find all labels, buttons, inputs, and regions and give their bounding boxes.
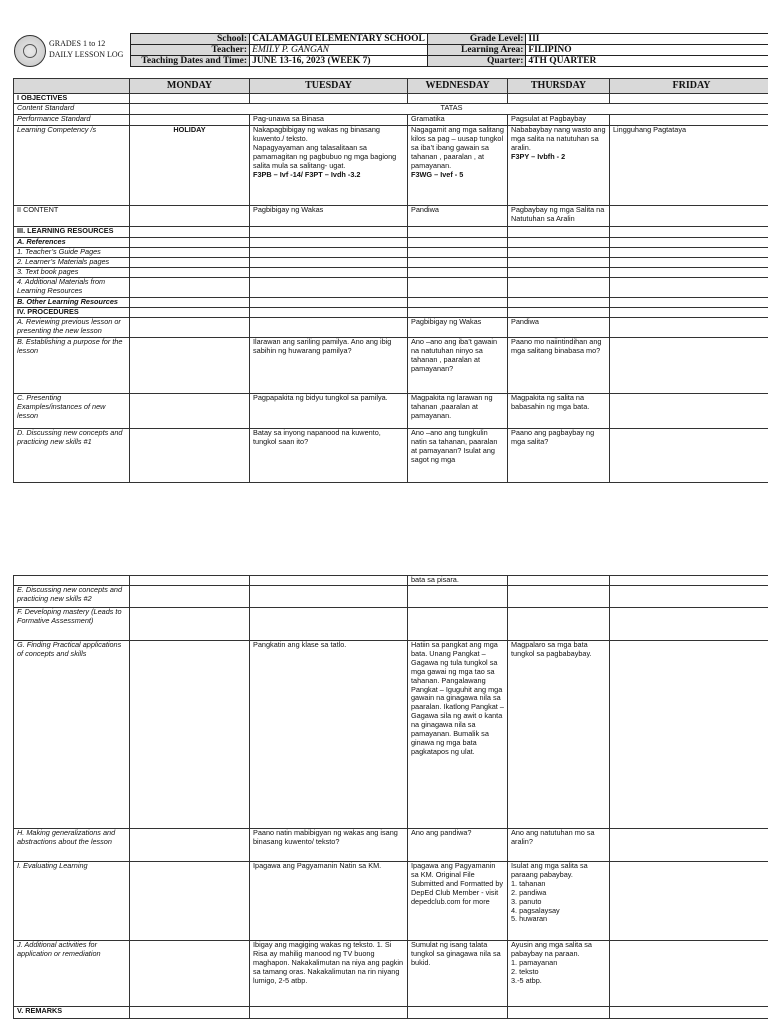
proc-c-tue: Pagpapakita ng bidyu tungkol sa pamilya. <box>250 394 408 429</box>
performance-standard-label: Performance Standard <box>14 115 130 126</box>
list-item: 1. pamayanan <box>511 957 558 967</box>
content-standard-label: Content Standard <box>14 104 130 115</box>
performance-tue: Pag-unawa sa Binasa <box>250 115 408 126</box>
list-item: 3. panuto <box>511 896 542 906</box>
proc-g-wed: Hatiin sa pangkat ang mga bata. Unang Pangkat – Gagawa ng tula tungkol sa mga gawai ng mga tao sa tahanan. Pangalawang Pangkat – Iguguhit ang mga gawain na ginagawa nila sa paaralan. Ikatlong Pangkat – Gagawa sila ng awit o kanta na ginagawa nila sa pamayanan. Bumalik sa ginawa ng mga bata pagkatapos ng ulat. <box>408 641 508 829</box>
dates-value: JUNE 13-16, 2023 (WEEK 7) <box>250 56 428 67</box>
proc-a-thu: Pandiwa <box>508 318 610 338</box>
competency-thu: Nababaybay nang wasto ang mga salita na natutuhan sa aralin. F3PY – Ivbfh - 2 <box>508 126 610 206</box>
brand-line-2: DAILY LESSON LOG <box>49 50 124 59</box>
competency-label: Learning Competency /s <box>14 126 130 206</box>
proc-d-wed-continued: bata sa pisara. <box>408 576 508 586</box>
list-item: 2. teksto <box>511 966 539 976</box>
list-item: 1. tahanan <box>511 878 546 888</box>
form-title <box>49 38 123 60</box>
proc-h-tue: Paano natin mabibigyan ng wakas ang isang binasang kuwento/ teksto? <box>250 829 408 862</box>
teacher-value: EMILY P. GANGAN <box>250 45 428 56</box>
proc-j-label: J. Additional activities for application or remediation <box>14 941 130 1007</box>
references-heading: A. References <box>14 238 130 248</box>
proc-d-tue: Batay sa inyong napanood na kuwento, tungkol saan ito? <box>250 429 408 483</box>
proc-b-thu: Paano mo naiintindihan ang mga salitang binabasa mo? <box>508 338 610 394</box>
corner-cell <box>14 79 130 94</box>
ref-learners-materials: 2. Learner’s Materials pages <box>14 258 130 268</box>
list-item: 3.-5 atbp. <box>511 975 542 985</box>
content-standard-value: TATAS <box>130 104 768 115</box>
proc-g-label: G. Finding Practical applications of concepts and skills <box>14 641 130 829</box>
proc-a-wed: Pagbibigay ng Wakas <box>408 318 508 338</box>
brand-line-1: GRADES 1 to 12 <box>49 39 106 48</box>
proc-d-wed: Ano –ano ang tungkulin natin sa tahanan, paaralan at pamayanan? Isulat ang sagot ng mga <box>408 429 508 483</box>
day-header-monday: MONDAY <box>130 79 250 94</box>
proc-g-thu: Magpalaro sa mga bata tungkol sa pagbabaybay. <box>508 641 610 829</box>
day-header-thursday: THURSDAY <box>508 79 610 94</box>
ref-additional-materials: 4. Additional Materials from Learning Resources <box>14 278 130 298</box>
procedures-heading: IV. PROCEDURES <box>14 308 130 318</box>
performance-wed: Gramatika <box>408 115 508 126</box>
proc-g-tue: Pangkatin ang klase sa tatlo. <box>250 641 408 829</box>
proc-h-wed: Ano ang pandiwa? <box>408 829 508 862</box>
quarter-label: Quarter: <box>427 56 526 67</box>
dates-label: Teaching Dates and Time: <box>131 56 250 67</box>
proc-i-tue: Ipagawa ang Pagyamanin Natin sa KM. <box>250 862 408 941</box>
competency-tue: Nakapagbibigay ng wakas ng binasang kuwento./ teksto. Napagyayaman ang talasalitaan sa pamamagitan ng pagbubuo ng mga bagiong salita mula sa salitang- ugat. F3PB – Ivf -14/ F3PT – Ivdh -3.2 <box>250 126 408 206</box>
proc-a-label: A. Reviewing previous lesson or presenting the new lesson <box>14 318 130 338</box>
competency-wed: Nagagamit ang mga salitang kilos sa pag – uusap tungkol sa iba’t ibang gawain sa tahanan , paaralan , at pamayanan. F3WG – Ivef - 5 <box>408 126 508 206</box>
holiday-cell: HOLIDAY <box>130 126 250 206</box>
proc-j-thu: Ayusin ang mga salita sa pabaybay na paraan. 1. pamayanan 2. teksto 3.-5 atbp. <box>508 941 610 1007</box>
proc-i-thu: Isulat ang mga salita sa paraang pabaybay. 1. tahanan 2. pandiwa 3. panuto 4. pagsalaysay 5. huwaran <box>508 862 610 941</box>
proc-d-thu: Paano ang pagbaybay ng mga salita? <box>508 429 610 483</box>
ref-teachers-guide: 1. Teacher’s Guide Pages <box>14 248 130 258</box>
teacher-label: Teacher: <box>131 45 250 56</box>
proc-i-label: I. Evaluating Learning <box>14 862 130 941</box>
proc-j-wed: Sumulat ng isang talata tungkol sa ginagawa nila sa bukid. <box>408 941 508 1007</box>
content-thu: Pagbaybay ng mga Salita na Natutuhan sa Aralin <box>508 206 610 227</box>
list-item: 5. huwaran <box>511 914 548 924</box>
proc-b-label: B. Establishing a purpose for the lesson <box>14 338 130 394</box>
content-tue: Pagbibigay ng Wakas <box>250 206 408 227</box>
proc-i-wed: Ipagawa ang Pagyamanin sa KM. Original File Submitted and Formatted by DepEd Club Member - visit depedclub.com for more <box>408 862 508 941</box>
day-header-friday: FRIDAY <box>610 79 768 94</box>
ref-textbook: 3. Text book pages <box>14 268 130 278</box>
content-wed: Pandiwa <box>408 206 508 227</box>
proc-b-tue: Ilarawan ang sariling pamilya. Ano ang ibig sabihin ng huwarang pamilya? <box>250 338 408 394</box>
grade-value: III <box>526 34 768 45</box>
proc-b-wed: Ano –ano ang iba’t gawain na natutuhan ninyo sa tahanan , paaralan at pamayanan? <box>408 338 508 394</box>
resources-heading: III. LEARNING RESOURCES <box>14 227 130 238</box>
content-heading: II CONTENT <box>14 206 130 227</box>
school-label: School: <box>131 34 250 45</box>
proc-j-tue: Ibigay ang magiging wakas ng teksto. 1. Si Risa ay mahilig manood ng TV buong maghapon. Nakakalimutan na niya ang pagkin sa tamang oras. Nakakalimutan na rin niyang lumigo, 2-5 atbp. <box>250 941 408 1007</box>
proc-h-thu: Ano ang natutuhan mo sa aralin? <box>508 829 610 862</box>
area-label: Learning Area: <box>427 45 526 56</box>
quarter-value: 4TH QUARTER <box>526 56 768 67</box>
area-value: FILIPINO <box>526 45 768 56</box>
lesson-log-table-page-2 <box>13 575 768 1019</box>
day-header-wednesday: WEDNESDAY <box>408 79 508 94</box>
list-item: 2. pandiwa <box>511 887 547 897</box>
grade-label: Grade Level: <box>427 34 526 45</box>
proc-f-label: F. Developing mastery (Leads to Formative Assessment) <box>14 608 130 641</box>
lesson-log-table-page-1 <box>13 78 768 483</box>
proc-h-label: H. Making generalizations and abstractions about the lesson <box>14 829 130 862</box>
other-resources: B. Other Learning Resources <box>14 298 130 308</box>
school-value: CALAMAGUI ELEMENTARY SCHOOL <box>250 34 428 45</box>
remarks-heading: V. REMARKS <box>14 1007 130 1019</box>
proc-e-label: E. Discussing new concepts and practicing new skills #2 <box>14 586 130 608</box>
competency-fri: Lingguhang Pagtataya <box>610 126 768 206</box>
list-item: 4. pagsalaysay <box>511 905 560 915</box>
performance-thu: Pagsulat at Pagbaybay <box>508 115 610 126</box>
deped-seal-logo <box>14 35 46 67</box>
header-info-table <box>130 33 768 67</box>
day-header-tuesday: TUESDAY <box>250 79 408 94</box>
proc-c-wed: Magpakita ng larawan ng tahanan ,paaralan at pamayanan. <box>408 394 508 429</box>
proc-c-label: C. Presenting Examples/instances of new lesson <box>14 394 130 429</box>
objectives-heading: I OBJECTIVES <box>14 94 130 104</box>
proc-d-label: D. Discussing new concepts and practicing new skills #1 <box>14 429 130 483</box>
proc-c-thu: Magpakita ng salita na babasahin ng mga bata. <box>508 394 610 429</box>
